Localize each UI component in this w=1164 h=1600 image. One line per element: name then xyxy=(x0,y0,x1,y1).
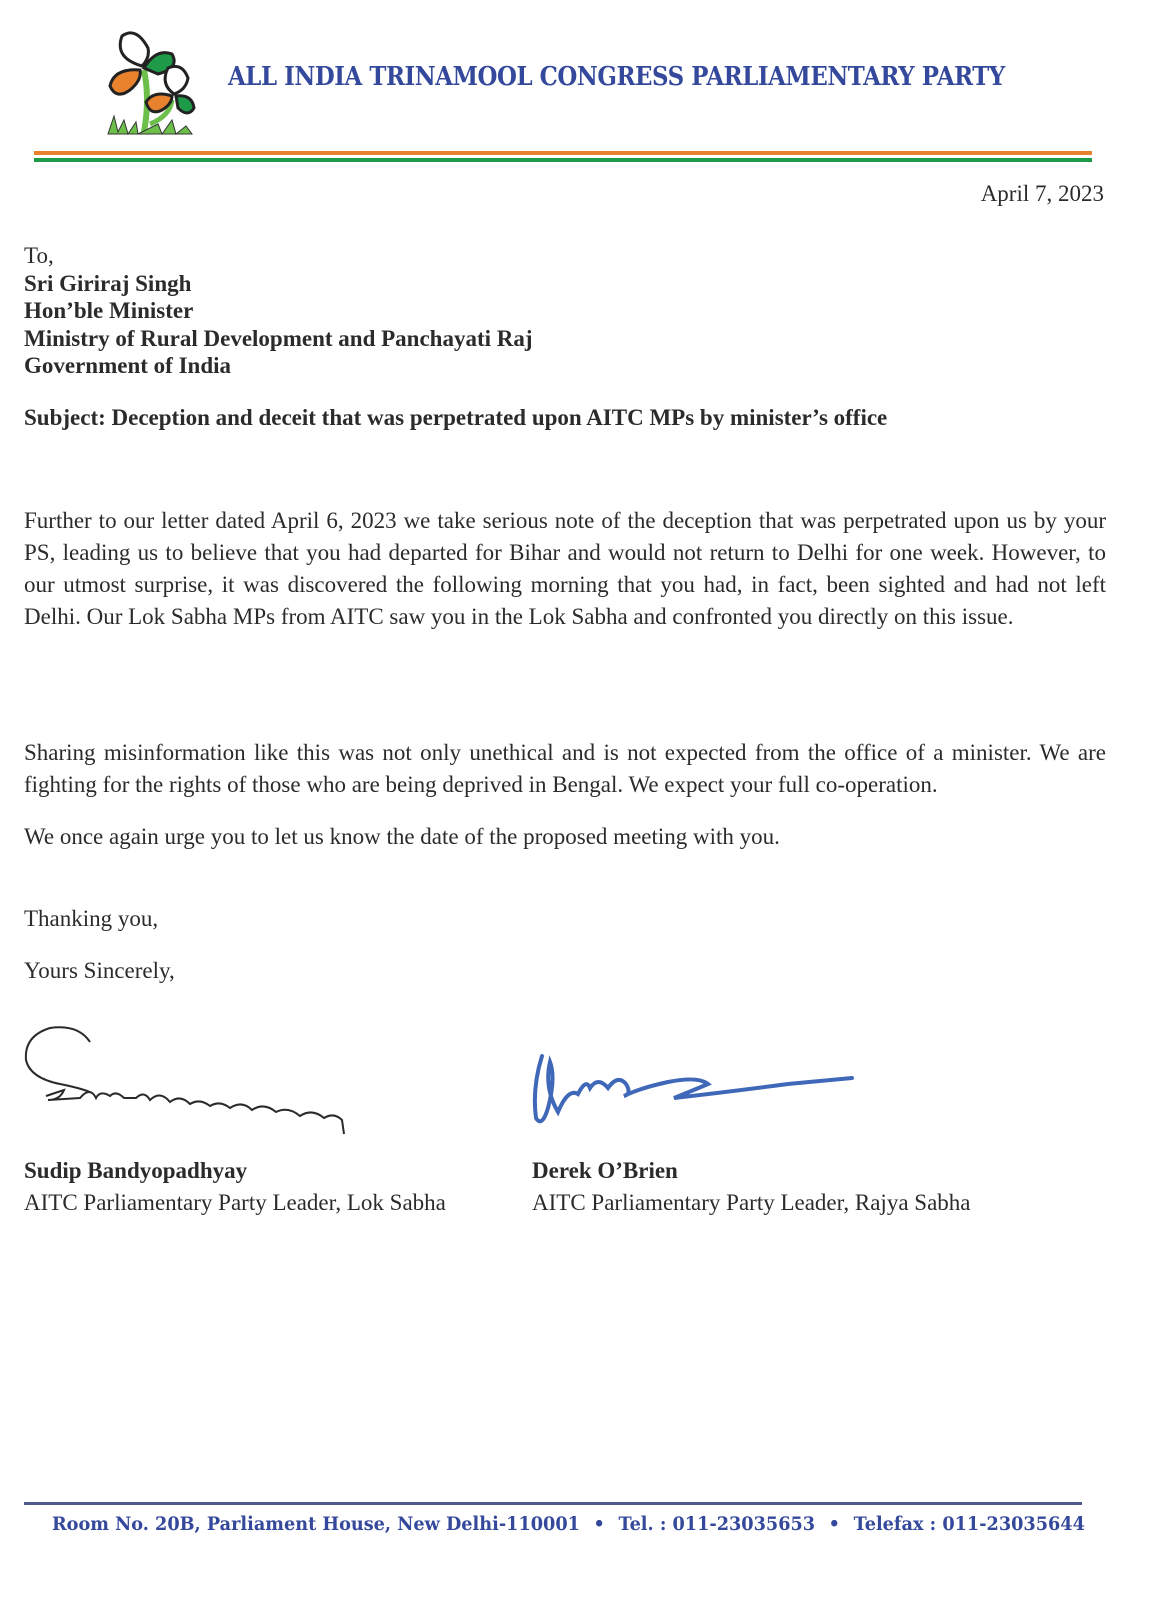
body-paragraph: Sharing misinformation like this was not only unethical and is not expected from the office of a minister. We are fighting for the rights of those who are being deprived in Bengal. We expect your full co-operation. xyxy=(24,740,1106,797)
footer-tel: Tel. : 011-23035653 xyxy=(618,1513,816,1535)
signature-derek-icon xyxy=(528,1048,868,1138)
body-paragraph: Further to our letter dated April 6, 2023 we take serious note of the deception that was perpetrated upon us by your PS, leading us to believe that you had departed for Bihar and would not return to Delhi for one week. However, to our utmost surprise, it was discovered the following morning that you had, in fact, been sighted and had not left Delhi. Our Lok Sabha MPs from AITC saw you in the Lok Sabha and confronted you directly on this issue. xyxy=(24,508,1106,629)
footer-separator: • xyxy=(828,1513,840,1535)
signer-name: Sudip Bandyopadhyay xyxy=(24,1158,248,1183)
closing-sincerely: Yours Sincerely, xyxy=(24,958,175,983)
footer-telefax: Telefax : 011-23035644 xyxy=(853,1513,1085,1535)
recipient-name: Sri Giriraj Singh xyxy=(24,270,192,296)
body-paragraph: We once again urge you to let us know the date of the proposed meeting with you. xyxy=(24,824,780,849)
footer-contact xyxy=(52,1513,1085,1535)
closing-thanks: Thanking you, xyxy=(24,906,159,931)
recipient-title: Hon’ble Minister xyxy=(24,298,194,323)
recipient-address xyxy=(24,242,533,380)
recipient-government: Government of India xyxy=(24,353,231,378)
party-title: ALL INDIA TRINAMOOL CONGRESS PARLIAMENTARY PARTY xyxy=(228,62,1005,92)
signer-role: AITC Parliamentary Party Leader, Lok Sabha xyxy=(24,1190,446,1215)
subject-line: Subject: Deception and deceit that was perpetrated upon AITC MPs by minister’s office xyxy=(24,405,888,430)
signature-sudip-icon xyxy=(20,1020,360,1140)
letterhead-rule-green xyxy=(34,158,1092,162)
footer-separator: • xyxy=(593,1513,605,1535)
party-logo-icon xyxy=(100,28,200,140)
footer-address: Room No. 20B, Parliament House, New Delhi-110001 xyxy=(52,1513,580,1535)
signer-name: Derek O’Brien xyxy=(532,1158,678,1183)
salutation: To, xyxy=(24,243,54,268)
letterhead-rule-orange xyxy=(34,151,1092,155)
recipient-ministry: Ministry of Rural Development and Panchayati Raj xyxy=(24,325,533,351)
signer-role: AITC Parliamentary Party Leader, Rajya Sabha xyxy=(532,1190,971,1215)
footer-rule xyxy=(24,1502,1082,1505)
letter-date: April 7, 2023 xyxy=(980,181,1104,206)
